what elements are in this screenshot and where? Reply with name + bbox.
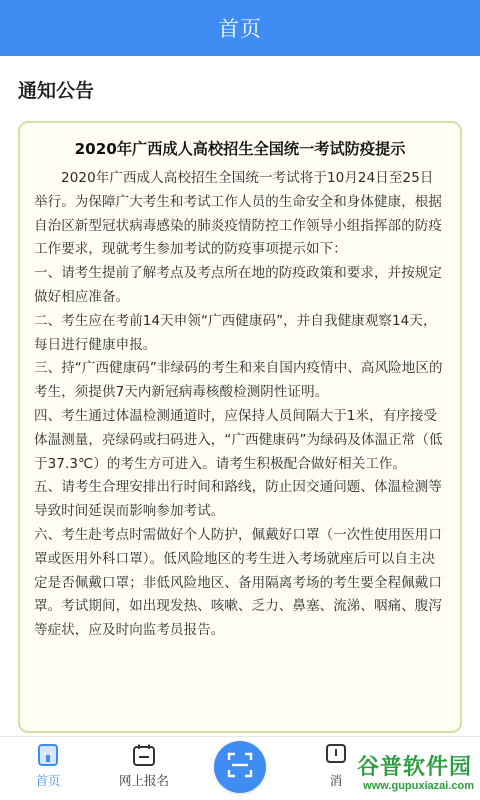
tab-register[interactable] [104,737,184,800]
tab-register-label: 网上报名 [118,773,169,788]
notice-paragraph: 2020年广西成人高校招生全国统一考试将于10月24日至25日举行。为保障广大考生和考试工作人员的生命安全和身体健康，根据自治区新型冠状病毒感染的肺炎疫情防控工作领导小组指挥部的防疫工作要求，现就考生参加考试的防疫事项提示如下： [34,170,442,258]
notice-paragraph: 六、考生赴考点时需做好个人防护，佩戴好口罩（一次性使用医用口罩或医用外科口罩）。低风险地区的考生进入考场就座后可以自主决定是否佩戴口罩；非低风险地区、备用隔离考场的考生要全程佩戴口罩。考试期间，如出现发热、咳嗽、乏力、鼻塞、流涕、咽痛、腹泻等症状，应及时向监考员报告。 [34,526,442,639]
notice-paragraph: 五、请考生合理安排出行时间和路线，防止因交通问题、体温检测等导致时间延误而影响参加考试。 [34,479,442,520]
scan-button[interactable] [214,741,266,793]
watermark-logo [324,748,478,798]
watermark-url: www.gupuxiazai.com [363,780,474,792]
notice-paragraph: 三、持“广西健康码”非绿码的考生和来自国内疫情中、高风险地区的考生，须提供7天内新冠病毒核酸检测阴性证明。 [34,360,443,401]
notice-body [34,167,446,643]
notice-card[interactable] [18,121,462,733]
home-icon [35,743,61,767]
top-app-bar [0,0,480,56]
watermark-text: 谷普软件园 [356,755,472,780]
section-title: 通知公告 [18,80,95,102]
notice-paragraph: 四、考生通过体温检测通道时，应保持人员间隔大于1米，有序接受体温测量，亮绿码或扫码进入，“广西健康码”为绿码及体温正常（低于37.3℃）的考生方可进入。请考生积极配合做好相关工作。 [34,407,443,472]
tab-home-label: 首页 [35,773,61,788]
notice-paragraph: 一、请考生提前了解考点及考点所在地的防疫政策和要求，并按规定做好相应准备。 [34,265,442,305]
page-title: 首页 [218,17,262,41]
notice-paragraph: 二、考生应在考前14天申领“广西健康码”，并自我健康观察14天，每日进行健康申报。 [34,312,437,353]
tab-messages-label: 消 [329,773,343,788]
calendar-icon [131,743,157,767]
scan-icon [227,752,253,782]
tab-home[interactable] [8,737,88,800]
notice-title: 2020年广西成人高校招生全国统一考试防疫提示 [74,140,406,158]
